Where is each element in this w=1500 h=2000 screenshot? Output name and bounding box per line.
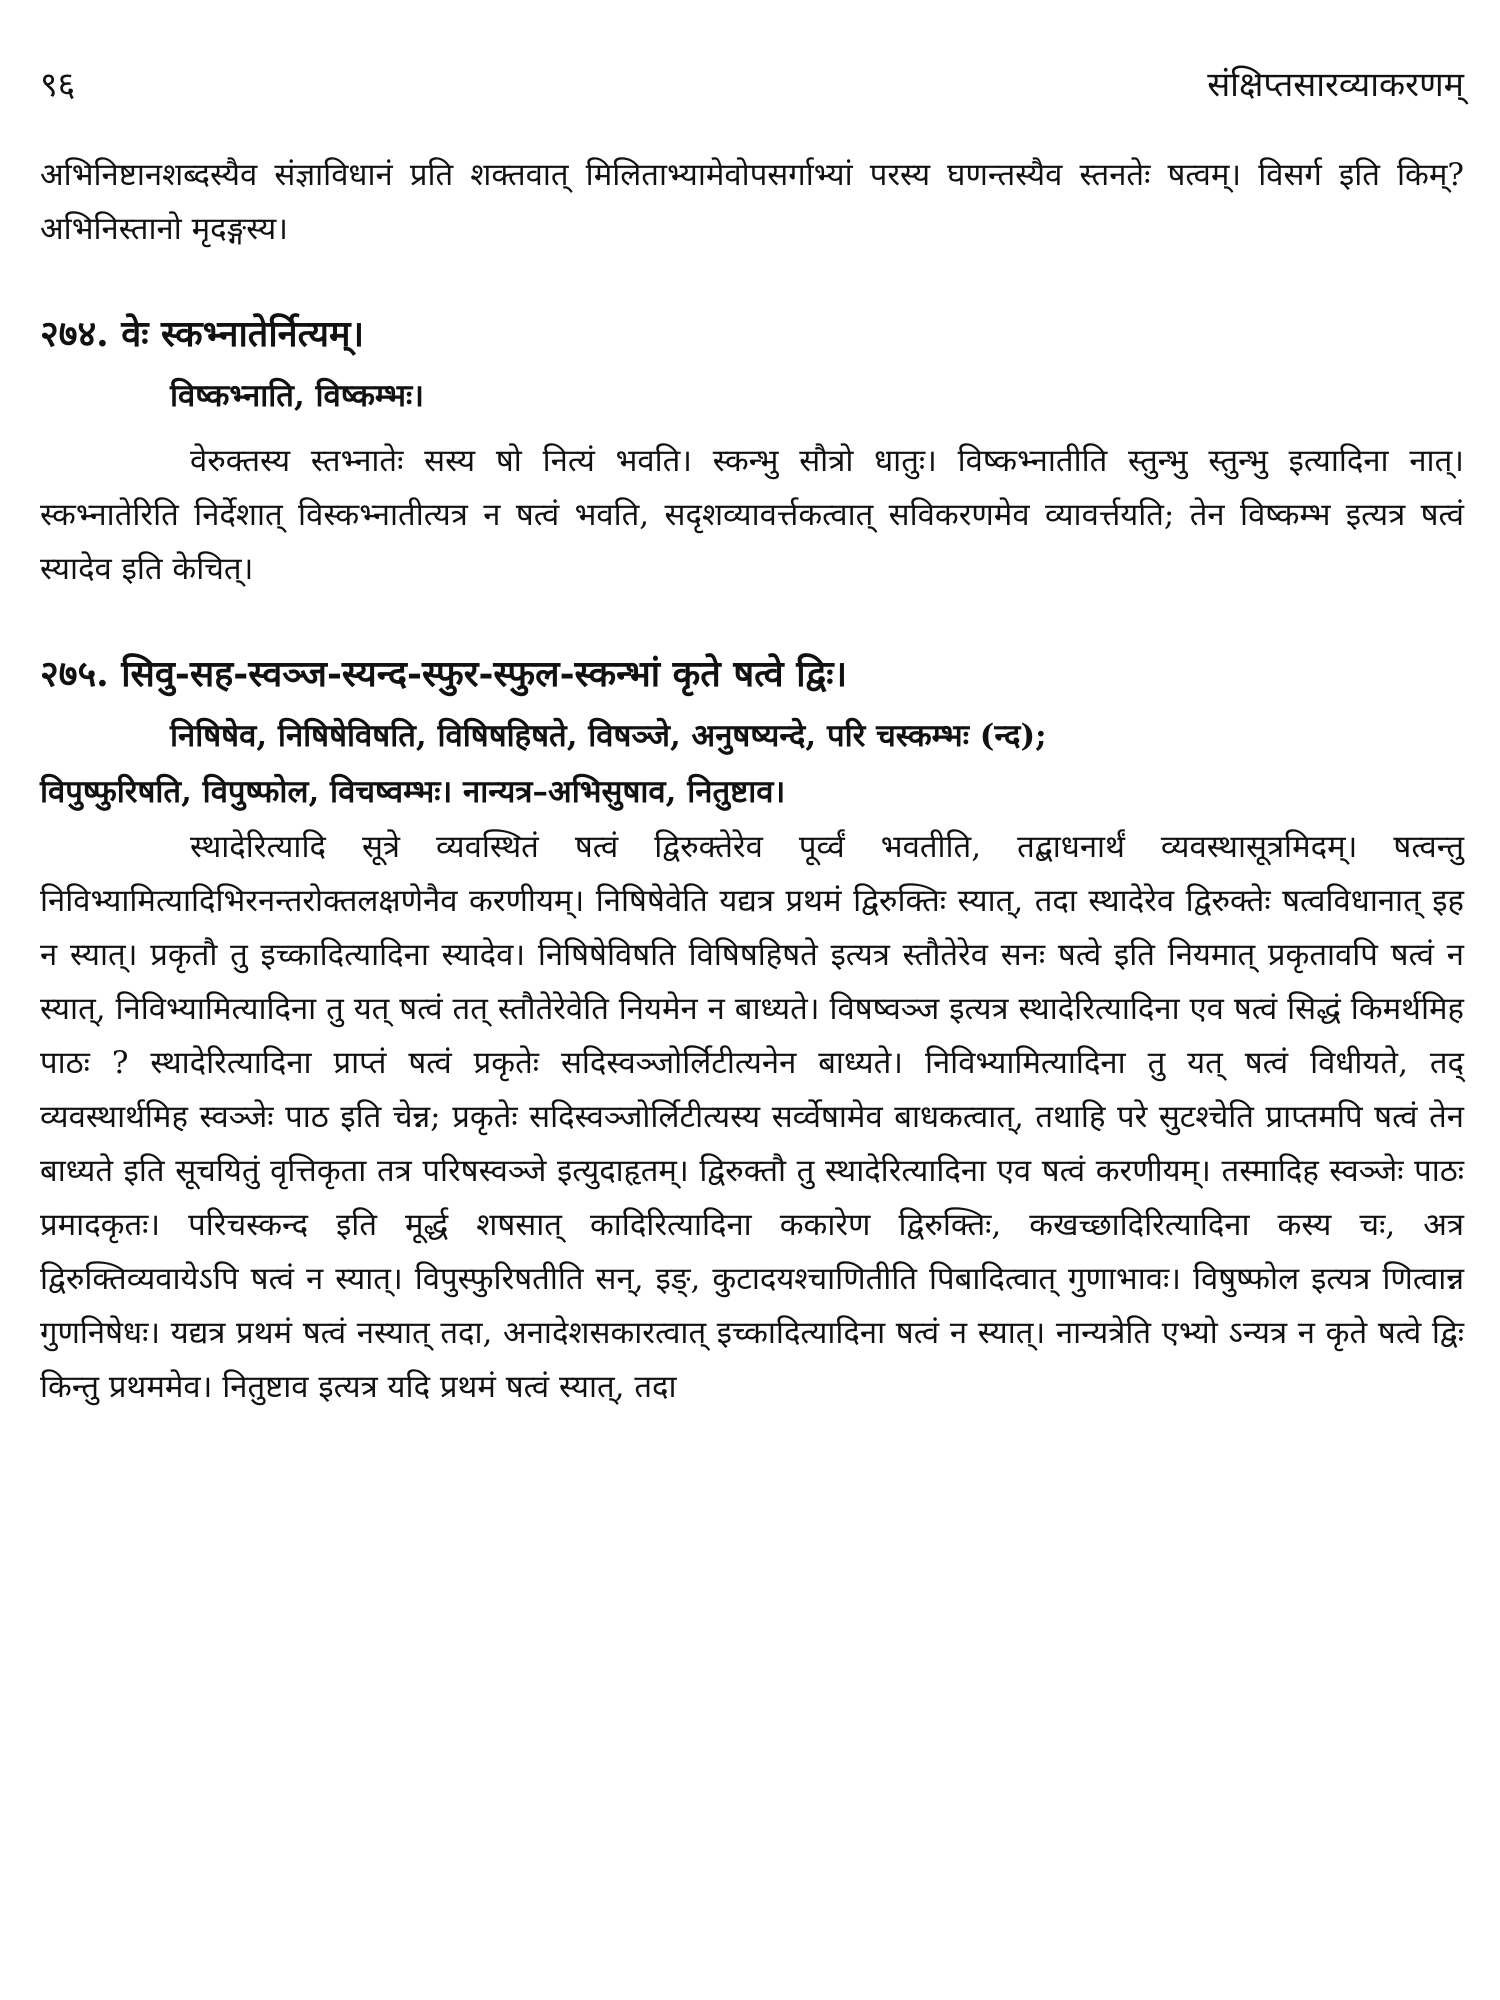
sutra-274-section: [40, 308, 1464, 596]
sutra-274-examples: विष्कभ्नाति, विष्कम्भः।: [170, 378, 425, 414]
sutra-274-heading: २७४. वेः स्कभ्नातेर्नित्यम्।: [40, 313, 365, 355]
page-number: ९६: [40, 65, 76, 105]
sutra-275-examples-line-2: विपुष्फुरिषति, विपुष्फोल, विचष्वम्भः। नान्यत्र–अभिसुषाव, नितुष्टाव।: [40, 774, 786, 810]
sutra-275-commentary: स्थादेरित्यादि सूत्रे व्यवस्थितं षत्वं द्विरुक्तेरेव पूर्व्वं भवतीति, तद्बाधनार्थं व्यवस्थासूत्रमिदम्। षत्वन्तु निविभ्यामित्यादिभिरनन्तरोक्तलक्षणेनैव करणीयम्। निषिषेवेति यद्यत्र प्रथमं द्विरुक्तिः स्यात्, तदा स्थादेरेव द्विरुक्तेः षत्वविधानात् इह न स्यात्। प्रकृतौ तु इच्कादित्यादिना स्यादेव। निषिषेविषति विषिषहिषते इत्यत्र स्तौतेरेव सनः षत्वे इति नियमात् प्रकृतावपि षत्वं न स्यात्, निविभ्यामित्यादिना तु यत् षत्वं तत् स्तौतेरेवेति नियमेन न बाध्यते। विषष्वञ्ज इत्यत्र स्थादेरित्यादिना एव षत्वं सिद्धं किमर्थमिह पाठः ? स्थादेरित्यादिना प्राप्तं षत्वं प्रकृतेः सदिस्वञ्जोर्लिटीत्यनेन बाध्यते। निविभ्यामित्यादिना तु यत् षत्वं विधीयते, तद् व्यवस्थार्थमिह स्वञ्जेः पाठ इति चेन्न; प्रकृतेः सदिस्वञ्जोर्लिटीत्यस्य सर्व्वेषामेव बाधकत्वात्, तथाहि परे सुटश्चेति प्राप्तमपि षत्वं तेन बाध्यते इति सूचयितुं वृत्तिकृता तत्र परिषस्वञ्जे इत्युदाहृतम्। द्विरुक्तौ तु स्थादेरित्यादिना एव षत्वं करणीयम्। तस्मादिह स्वञ्जेः पाठः प्रमादकृतः। परिचस्कन्द इति मूर्द्ध शषसात् कादिरित्यादिना ककारेण द्विरुक्तिः, कखच्छादिरित्यादिना कस्य चः, अत्र द्विरुक्तिव्यवायेऽपि षत्वं न स्यात्। विपुस्फुरिषतीति सन्, इङ्, कुटादयश्चाणितीति पिबादित्वात् गुणाभावः। विषुष्फोल इत्यत्र णित्वान्न गुणनिषेधः। यद्यत्र प्रथमं षत्वं नस्यात् तदा, अनादेशसकारत्वात् इच्कादित्यादिना षत्वं न स्यात्। नान्यत्रेति एभ्यो ऽन्यत्र न कृते षत्वे द्विः किन्तु प्रथममेव। नितुष्टाव इत्यत्र यदि प्रथमं षत्वं स्यात्, तदा: [40, 829, 1464, 1405]
sutra-275-section: [40, 648, 1464, 1414]
sutra-274-commentary: वेरुक्तस्य स्तभ्नातेः सस्य षो नित्यं भवति। स्कन्भु सौत्रो धातुः। विष्कभ्नातीति स्तुन्भु स्तुन्भु इत्यादिना नात्। स्कभ्नातेरिति निर्देशात् विस्कभ्नातीत्यत्र न षत्वं भवति, सदृशव्यावर्त्तकत्वात् सविकरणमेव व्यावर्त्तयति; तेन विष्कम्भ इत्यत्र षत्वं स्यादेव इति केचित्।: [40, 443, 1464, 587]
intro-paragraph: अभिनिष्टानशब्दस्यैव संज्ञाविधानं प्रति शक्तवात् मिलिताभ्यामेवोपसर्गाभ्यां परस्य घणन्तस्यैव स्तनतेः षत्वम्। विसर्ग इति किम्? अभिनिस्तानो मृदङ्गस्य।: [40, 157, 1464, 247]
page-header: [40, 60, 1464, 130]
running-title: संक्षिप्तसारव्याकरणम्: [1207, 65, 1464, 105]
sutra-275-heading: २७५. सिवु-सह-स्वञ्ज-स्यन्द-स्फुर-स्फुल-स्कन्भां कृते षत्वे द्विः।: [40, 653, 848, 695]
sutra-275-examples-line-1: निषिषेव, निषिषेविषति, विषिषहिषते, विषञ्जे, अनुषष्यन्दे, परि चस्कम्भः (न्द);: [170, 718, 1047, 754]
